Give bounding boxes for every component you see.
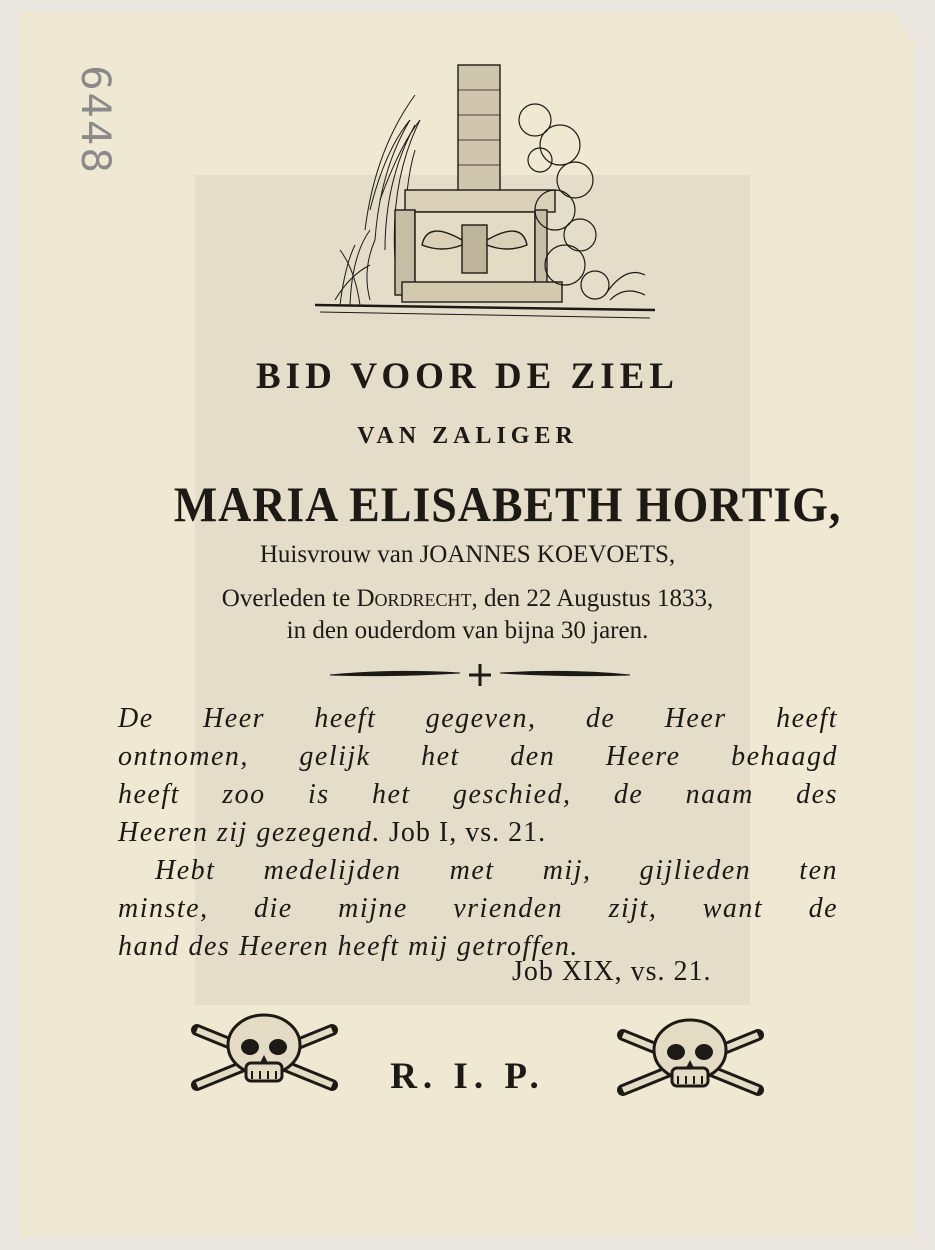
ornament-divider-icon: [330, 660, 630, 690]
death-prefix: Overleden te: [221, 585, 357, 612]
verse-1-line-1: De Heer heeft gegeven, de Heer heeft: [118, 703, 838, 734]
verse-2-line-1: Hebt medelijden met mij, gijlieden ten: [155, 855, 838, 886]
skull-crossbones-icon: [608, 1010, 773, 1110]
heading-line-1: BID VOOR DE ZIEL: [256, 356, 679, 397]
verse-1-reference: Job I, vs. 21.: [381, 817, 547, 848]
verse-1-line-4-text: Heeren zij gezegend.: [118, 817, 381, 848]
handwritten-inventory-number: 6448: [72, 65, 119, 175]
spouse-line: Huisvrouw van JOANNES KOEVOETS,: [259, 541, 676, 568]
verse-2-line-3: hand des Heeren heeft mij getroffen.: [118, 931, 579, 962]
verse-2-reference: Job XIX, vs. 21.: [512, 956, 712, 987]
verse-1-line-4: [118, 814, 838, 852]
heading-line-2: VAN ZALIGER: [357, 423, 578, 449]
tomb-monument-icon: [310, 60, 660, 335]
verse-1-line-3: heeft zoo is het geschied, de naam des: [118, 779, 838, 810]
death-line: [0, 585, 935, 613]
verse-2-line-2: minste, die mijne vrienden zijt, want de: [118, 893, 838, 924]
death-place: Dordrecht: [356, 585, 472, 612]
verse-1-line-2: ontnomen, gelijk het den Heere behaagd: [118, 741, 838, 772]
age-line: in den ouderdom van bijna 30 jaren.: [286, 617, 649, 644]
deceased-name: MARIA ELISABETH HORTIG,: [173, 476, 842, 532]
death-suffix: , den 22 Augustus 1833,: [471, 585, 714, 612]
rip-text: R. I. P.: [390, 1056, 545, 1097]
